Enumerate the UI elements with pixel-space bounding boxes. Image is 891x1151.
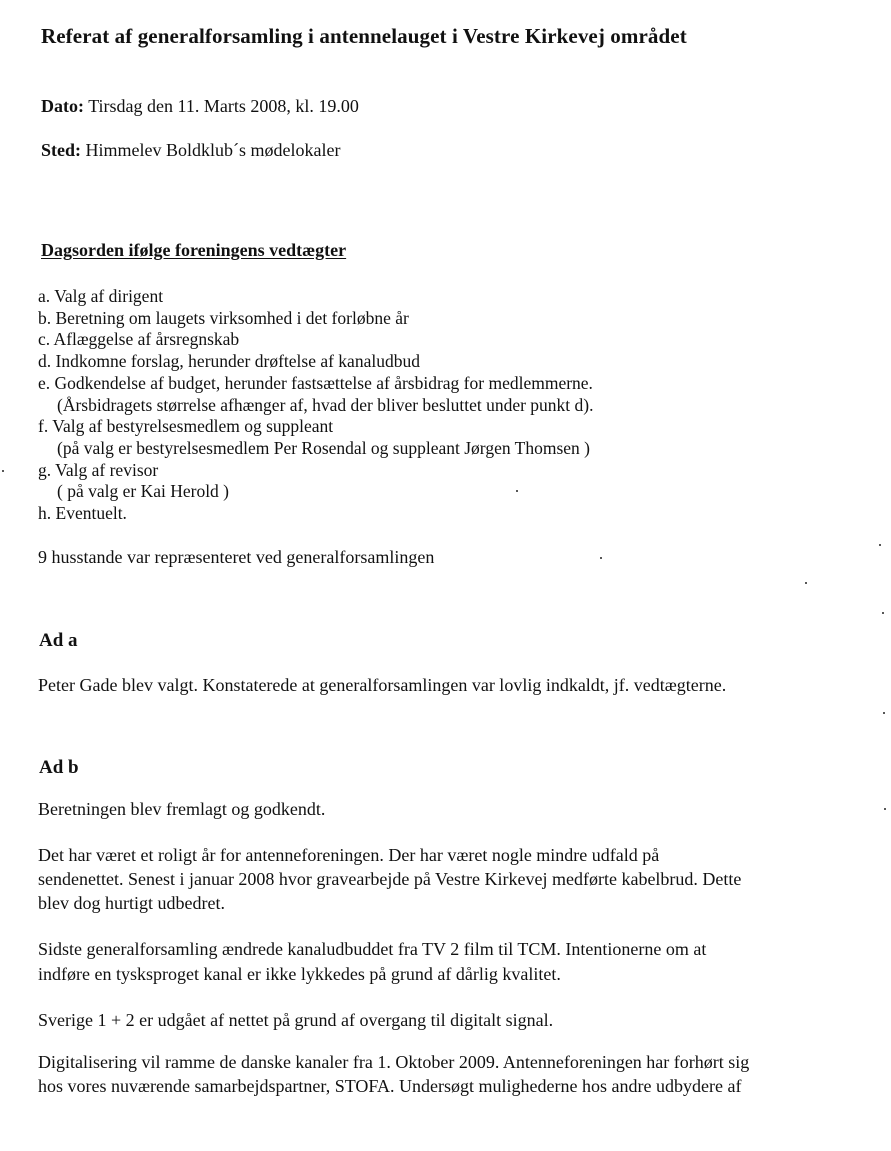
scan-speck	[805, 582, 807, 584]
scan-speck	[883, 712, 885, 714]
section-a-heading: Ad a	[39, 630, 78, 651]
scan-speck	[516, 490, 518, 492]
section-b-paragraph-5-line-1: Digitalisering vil ramme de danske kanaler fra 1. Oktober 2009. Antenneforeningen har forhørt sig	[38, 1052, 750, 1072]
meeting-place	[41, 140, 340, 161]
attendance-text: 9 husstande var repræsenteret ved generalforsamlingen	[38, 547, 435, 567]
scan-speck	[2, 470, 4, 472]
agenda-item: h. Eventuelt.	[38, 503, 127, 524]
agenda-heading: Dagsorden ifølge foreningens vedtægter	[41, 240, 347, 260]
section-b-paragraph-1: Beretningen blev fremlagt og godkendt.	[38, 799, 326, 819]
section-a-text: Peter Gade blev valgt. Konstaterede at generalforsamlingen var lovlig indkaldt, jf. vedtægterne.	[38, 675, 727, 695]
place-label: Sted:	[41, 140, 81, 160]
agenda-item-note: ( på valg er Kai Herold )	[57, 481, 230, 502]
place-value: Himmelev Boldklub´s mødelokaler	[85, 140, 341, 160]
scan-speck	[884, 808, 886, 810]
section-b-paragraph-2-line-1: Det har været et roligt år for antenneforeningen. Der har været nogle mindre udfald på	[38, 845, 660, 865]
agenda-item: a. Valg af dirigent	[38, 286, 164, 306]
agenda-item: d. Indkomne forslag, herunder drøftelse af kanaludbud	[38, 351, 420, 372]
agenda-item: g. Valg af revisor	[38, 459, 159, 480]
date-value: Tirsdag den 11. Marts 2008, kl. 19.00	[88, 96, 359, 116]
agenda-item-note: (på valg er bestyrelsesmedlem Per Rosendal og suppleant Jørgen Thomsen )	[57, 437, 590, 458]
agenda-item: f. Valg af bestyrelsesmedlem og suppleant	[38, 416, 334, 437]
meeting-date	[41, 96, 359, 117]
agenda-item: c. Aflæggelse af årsregnskab	[38, 329, 240, 350]
section-b-heading: Ad b	[39, 757, 79, 778]
document-title: Referat af generalforsamling i antennelauget i Vestre Kirkevej området	[41, 24, 687, 48]
agenda-list	[38, 286, 594, 525]
section-b-paragraph-4: Sverige 1 + 2 er udgået af nettet på grund af overgang til digitalt signal.	[38, 1010, 554, 1030]
section-b-paragraph-2-line-2: sendenettet. Senest i januar 2008 hvor gravearbejde på Vestre Kirkevej medførte kabelbrud. Dette	[38, 869, 742, 889]
agenda-item: e. Godkendelse af budget, herunder fastsættelse af årsbidrag for medlemmerne.	[38, 372, 593, 393]
scan-speck	[879, 544, 881, 546]
section-b-paragraph-3-line-1: Sidste generalforsamling ændrede kanaludbuddet fra TV 2 film til TCM. Intentionerne om at	[38, 939, 707, 959]
scan-speck	[882, 612, 884, 614]
scan-speck	[600, 557, 602, 559]
agenda-item-note: (Årsbidragets størrelse afhænger af, hvad der bliver besluttet under punkt d).	[57, 394, 594, 415]
section-b-paragraph-3-line-2: indføre en tysksproget kanal er ikke lykkedes på grund af dårlig kvalitet.	[38, 964, 561, 984]
section-b-paragraph-5-line-2: hos vores nuværende samarbejdspartner, STOFA. Undersøgt mulighederne hos andre udbydere af	[38, 1076, 742, 1096]
date-label: Dato:	[41, 96, 84, 116]
agenda-item: b. Beretning om laugets virksomhed i det forløbne år	[38, 307, 409, 328]
section-b-paragraph-2-line-3: blev dog hurtigt udbedret.	[38, 893, 225, 913]
